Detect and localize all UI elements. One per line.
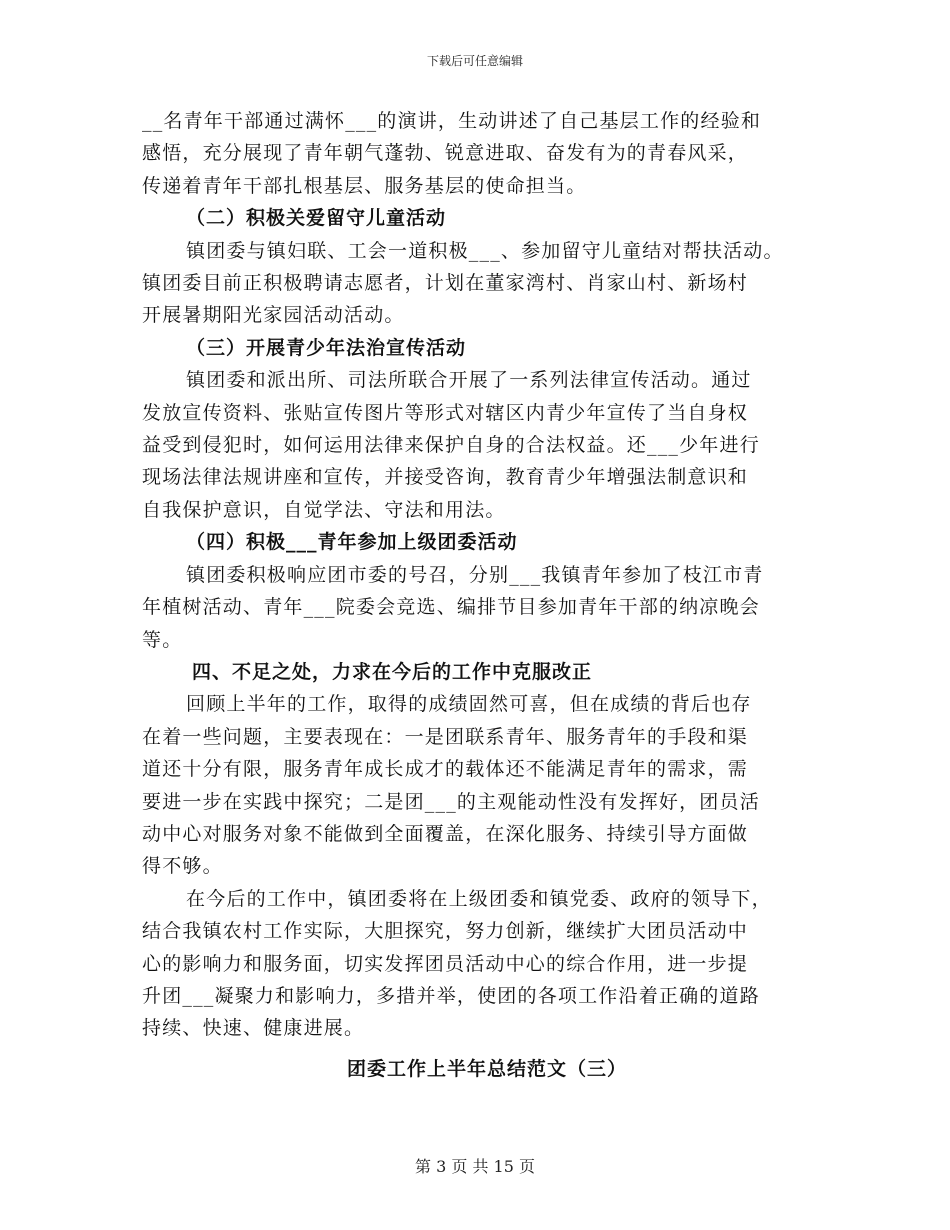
paragraph-line: 传递着青年干部扎根基层、服务基层的使命担当。 [142, 174, 587, 197]
paragraph-line: 升团___凝聚力和影响力，多措并举，使团的各项工作沿着正确的道路 [142, 984, 760, 1007]
section-heading: 四、不足之处，力求在今后的工作中克服改正 [192, 660, 593, 683]
document-body [142, 105, 832, 1089]
paragraph-line: 回顾上半年的工作，取得的成绩固然可喜，但在成绩的背后也存 [186, 693, 752, 716]
section-heading: （四）积极___青年参加上级团委活动 [186, 531, 518, 554]
paragraph-line: 道还十分有限，服务青年成长成才的载体还不能满足青年的需求，需 [142, 758, 749, 781]
paragraph-line: 开展暑期阳光家园活动活动。 [142, 304, 405, 327]
paragraph-line: 要进一步在实践中探究；二是团___的主观能动性没有发挥好，团员活 [142, 790, 760, 813]
paragraph-line: 自我保护意识，自觉学法、守法和用法。 [142, 498, 506, 521]
section-title: 团委工作上半年总结范文（三） [346, 1057, 627, 1080]
page-header: 下载后可任意编辑 [426, 54, 523, 68]
paragraph-line: 持续、快速、健康进展。 [142, 1017, 365, 1040]
paragraph [142, 364, 832, 526]
paragraph-line: 现场法律法规讲座和宣传，并接受咨询，教育青少年增强法制意识和 [142, 466, 749, 489]
paragraph-line: 感悟，充分展现了青年朝气蓬勃、锐意进取、奋发有为的青春风采， [142, 142, 749, 165]
paragraph-line: 结合我镇农村工作实际，大胆探究，努力创新，继续扩大团员活动中 [142, 920, 749, 943]
paragraph-line: 益受到侵犯时，如何运用法律来保护自身的合法权益。还___少年进行 [142, 434, 760, 457]
paragraph-line: 在今后的工作中，镇团委将在上级团委和镇党委、政府的领导下， [186, 887, 772, 910]
paragraph-line: 年植树活动、青年___院委会竞选、编排节目参加青年干部的纳凉晚会 [142, 596, 760, 619]
paragraph [142, 688, 832, 882]
section-heading: （二）积极关爱留守儿童活动 [186, 207, 447, 230]
paragraph-line: 镇团委积极响应团市委的号召，分别___我镇青年参加了枝江市青 [186, 563, 764, 586]
paragraph-line: 等。 [142, 628, 183, 651]
page-footer: 第 3 页 共 15 页 [415, 1157, 535, 1176]
paragraph-line: 心的影响力和服务面，切实发挥团员活动中心的综合作用，进一步提 [142, 952, 749, 975]
paragraph-line: 镇团委与镇妇联、工会一道积极___、参加留守儿童结对帮扶活动。 [186, 239, 784, 262]
paragraph [142, 105, 832, 202]
paragraph-line: 动中心对服务对象不能做到全面覆盖，在深化服务、持续引导方面做 [142, 822, 749, 845]
section-heading: （三）开展青少年法治宣传活动 [186, 336, 467, 359]
paragraph-line: 镇团委和派出所、司法所联合开展了一系列法律宣传活动。通过 [186, 369, 752, 392]
paragraph [142, 559, 832, 656]
paragraph-line: 在着一些问题，主要表现在：一是团联系青年、服务青年的手段和渠 [142, 725, 749, 748]
paragraph-line: 得不够。 [142, 855, 223, 878]
paragraph-line: 发放宣传资料、张贴宣传图片等形式对辖区内青少年宣传了当自身权 [142, 401, 749, 424]
paragraph [142, 883, 832, 1045]
paragraph [142, 235, 832, 332]
paragraph-line: 镇团委目前正积极聘请志愿者，计划在董家湾村、肖家山村、新场村 [142, 272, 749, 295]
paragraph-line: __名青年干部通过满怀___的演讲，生动讲述了自己基层工作的经验和 [142, 110, 762, 132]
